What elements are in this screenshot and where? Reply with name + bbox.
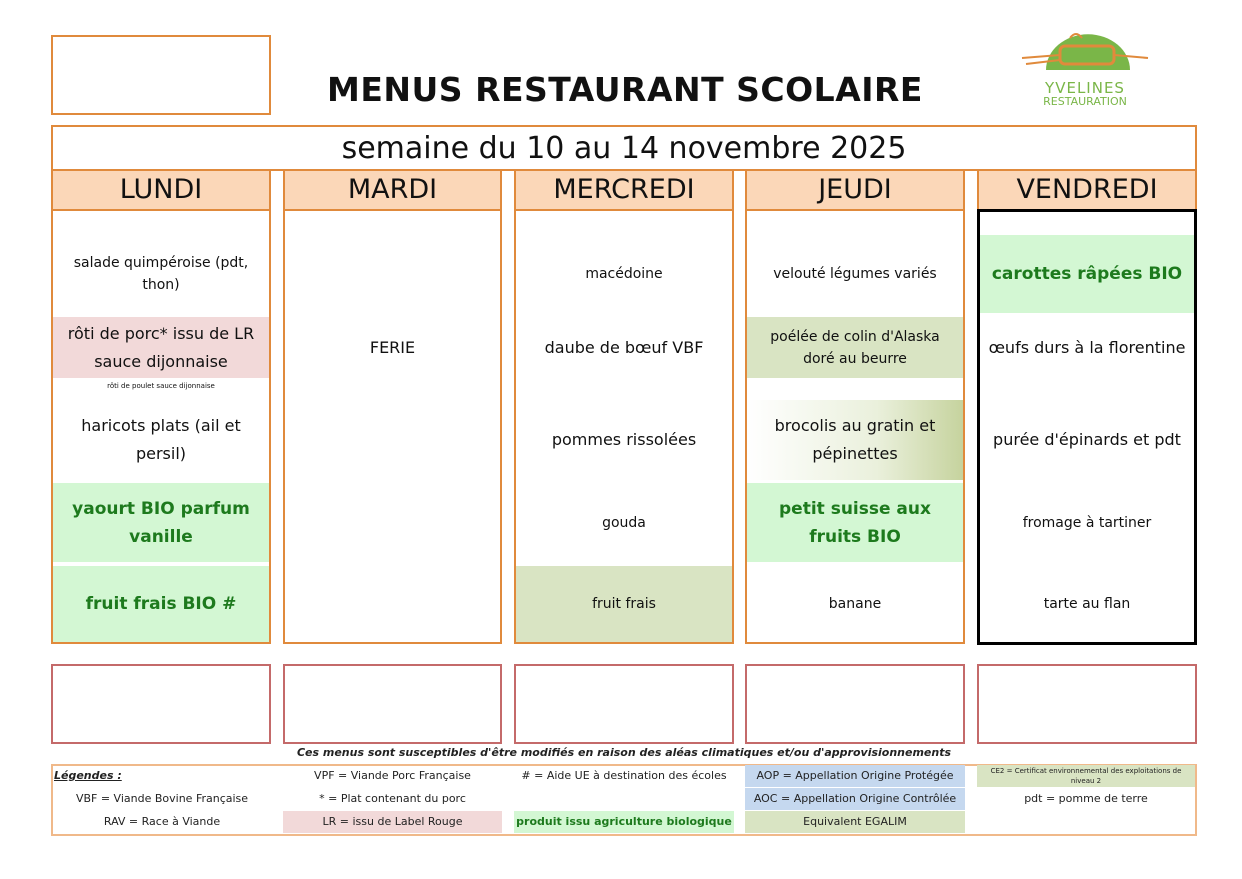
day-header-mercredi: MERCREDI xyxy=(514,169,734,211)
legend-porc: * = Plat contenant du porc xyxy=(319,792,466,805)
legend-vbf: VBF = Viande Bovine Française xyxy=(75,792,249,805)
legend-vpf: VPF = Viande Porc Française xyxy=(314,769,471,782)
column-mardi xyxy=(283,209,502,644)
lundi-dessert: fruit frais BIO # xyxy=(53,566,269,642)
day-header-vendredi: VENDREDI xyxy=(977,169,1197,211)
blank-info-box xyxy=(51,35,271,115)
mardi-main: FERIE xyxy=(369,337,416,357)
vendredi-dessert: tarte au flan xyxy=(1043,596,1131,612)
jeudi-main: poélée de colin d'Alaska doré au beurre xyxy=(747,317,963,378)
extra-row-lundi xyxy=(51,664,271,744)
week-banner: semaine du 10 au 14 novembre 2025 xyxy=(51,125,1197,171)
mercredi-main: daube de bœuf VBF xyxy=(544,337,704,357)
legend-aop: AOP = Appellation Origine Protégée xyxy=(745,765,965,787)
legend-lr: LR = issu de Label Rouge xyxy=(283,811,502,833)
vendredi-side: purée d'épinards et pdt xyxy=(993,430,1181,449)
day-header-jeudi: JEUDI xyxy=(745,169,965,211)
lundi-side: haricots plats (ail et persil) xyxy=(81,416,241,463)
vendredi-starter: carottes râpées BIO xyxy=(980,235,1194,313)
mercredi-dairy: gouda xyxy=(602,514,646,531)
legend-ue: # = Aide UE à destination des écoles xyxy=(521,769,727,782)
jeudi-starter: velouté légumes variés xyxy=(773,266,937,282)
jeudi-dessert: banane xyxy=(828,596,882,612)
legend-egalim: Equivalent EGALIM xyxy=(745,811,965,833)
lundi-main: rôti de porc* issu de LR sauce dijonnaise xyxy=(53,317,269,378)
legend-bio: produit issu agriculture biologique xyxy=(514,811,734,833)
mercredi-starter: macédoine xyxy=(585,266,663,282)
page-title: MENUS RESTAURANT SCOLAIRE xyxy=(327,70,923,109)
extra-row-jeudi xyxy=(745,664,965,744)
vendredi-main: œufs durs à la florentine xyxy=(988,337,1186,357)
legend-title: Légendes : xyxy=(54,769,122,782)
mercredi-side: pommes rissolées xyxy=(551,430,697,449)
disclaimer: Ces menus sont susceptibles d'être modifiés en raison des aléas climatiques et/ou d'approvisionnements xyxy=(296,746,952,759)
lundi-main-note: rôti de poulet sauce dijonnaise xyxy=(107,382,215,390)
mercredi-dessert: fruit frais xyxy=(516,566,732,642)
jeudi-dairy: petit suisse aux fruits BIO xyxy=(747,483,963,562)
legend-ce2: CE2 = Certificat environnemental des exploitations de niveau 2 xyxy=(977,765,1195,787)
legend-rav: RAV = Race à Viande xyxy=(103,815,221,828)
day-header-lundi: LUNDI xyxy=(51,169,271,211)
lundi-starter: salade quimpéroise (pdt, thon) xyxy=(73,255,249,293)
extra-row-mardi xyxy=(283,664,502,744)
logo-dome-icon xyxy=(1020,28,1150,78)
extra-row-vendredi xyxy=(977,664,1197,744)
legend-aoc: AOC = Appellation Origine Contrôlée xyxy=(745,788,965,810)
yvelines-restauration-logo xyxy=(1020,28,1150,108)
vendredi-dairy: fromage à tartiner xyxy=(1022,514,1152,531)
lundi-dairy: yaourt BIO parfum vanille xyxy=(53,483,269,562)
day-header-mardi: MARDI xyxy=(283,169,502,211)
jeudi-side: brocolis au gratin et pépinettes xyxy=(747,400,963,480)
logo-line2: RESTAURATION xyxy=(1043,95,1127,108)
logo-line1: YVELINES xyxy=(1045,79,1125,97)
legend-pdt: pdt = pomme de terre xyxy=(1024,792,1148,805)
extra-row-mercredi xyxy=(514,664,734,744)
